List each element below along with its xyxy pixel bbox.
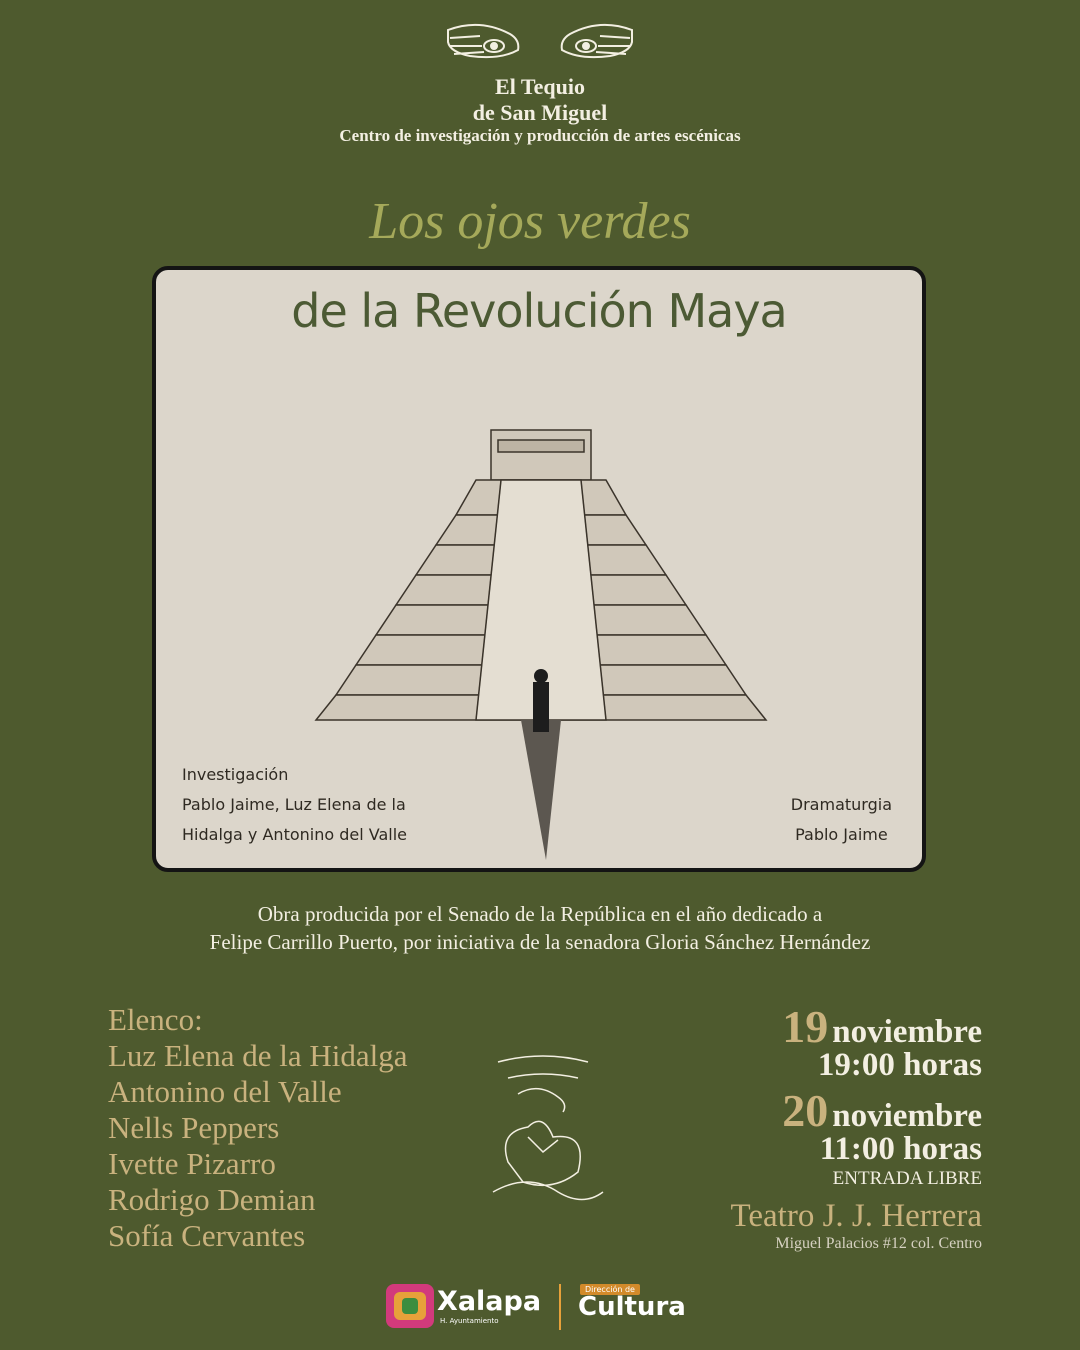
date-1-day: 19 — [782, 1001, 829, 1052]
cast-member: Luz Elena de la Hidalga — [108, 1038, 408, 1073]
date-1 — [731, 1000, 982, 1084]
org-name-line1: El Tequio — [495, 74, 585, 99]
date-2-day: 20 — [782, 1085, 829, 1136]
production-note — [0, 900, 1080, 956]
xalapa-emblem-icon — [386, 1284, 434, 1328]
hands-eye-logo-icon — [440, 16, 640, 74]
org-subtitle: Centro de investigación y producción de artes escénicas — [339, 126, 741, 145]
credits-dramaturgy — [791, 790, 892, 850]
cast-list — [108, 1002, 408, 1254]
date-1-time: 19:00 horas — [817, 1047, 982, 1083]
org-name-line2: de San Miguel — [472, 100, 608, 125]
venue-address: Miguel Palacios #12 col. Centro — [775, 1235, 982, 1252]
venue-name: Teatro J. J. Herrera — [730, 1198, 982, 1234]
cast-label: Elenco: — [108, 1002, 203, 1037]
credits-research — [182, 760, 407, 850]
museum-eagle-logo-icon — [468, 1042, 618, 1212]
credits-research-line2: Hidalga y Antonino del Valle — [182, 825, 408, 844]
org-name — [0, 74, 1080, 126]
xalapa-subtitle: H. Ayuntamiento — [440, 1317, 499, 1325]
schedule — [731, 1000, 982, 1253]
credits-research-label: Investigación — [182, 765, 289, 784]
cultura-badge: Dirección de — [580, 1284, 640, 1295]
credits-dramaturgy-name: Pablo Jaime — [795, 825, 888, 844]
credits-dramaturgy-label: Dramaturgia — [790, 795, 892, 814]
cast-member: Sofía Cervantes — [108, 1218, 306, 1253]
date-2 — [731, 1084, 982, 1168]
cast-member: Ivette Pizarro — [108, 1146, 276, 1181]
date-2-time: 11:00 horas — [819, 1131, 982, 1167]
cultura-wordmark: Cultura — [578, 1292, 686, 1322]
xalapa-wordmark: Xalapa — [437, 1286, 542, 1317]
cast-member: Nells Peppers — [108, 1110, 280, 1145]
play-title-top: Los ojos verdes — [369, 193, 691, 250]
date-2-month: noviembre — [832, 1098, 982, 1134]
poster-title: de la Revolución Maya — [291, 284, 787, 338]
production-note-line1: Obra producida por el Senado de la República en el año dedicado a — [257, 902, 823, 926]
credits-research-line1: Pablo Jaime, Luz Elena de la — [182, 795, 406, 814]
cast-member: Antonino del Valle — [108, 1074, 342, 1109]
cast-member: Rodrigo Demian — [108, 1182, 316, 1217]
entry-free: ENTRADA LIBRE — [832, 1168, 982, 1189]
production-note-line2: Felipe Carrillo Puerto, por iniciativa de la senadora Gloria Sánchez Hernández — [209, 930, 871, 954]
poster-image — [152, 266, 926, 872]
date-1-month: noviembre — [832, 1014, 982, 1050]
